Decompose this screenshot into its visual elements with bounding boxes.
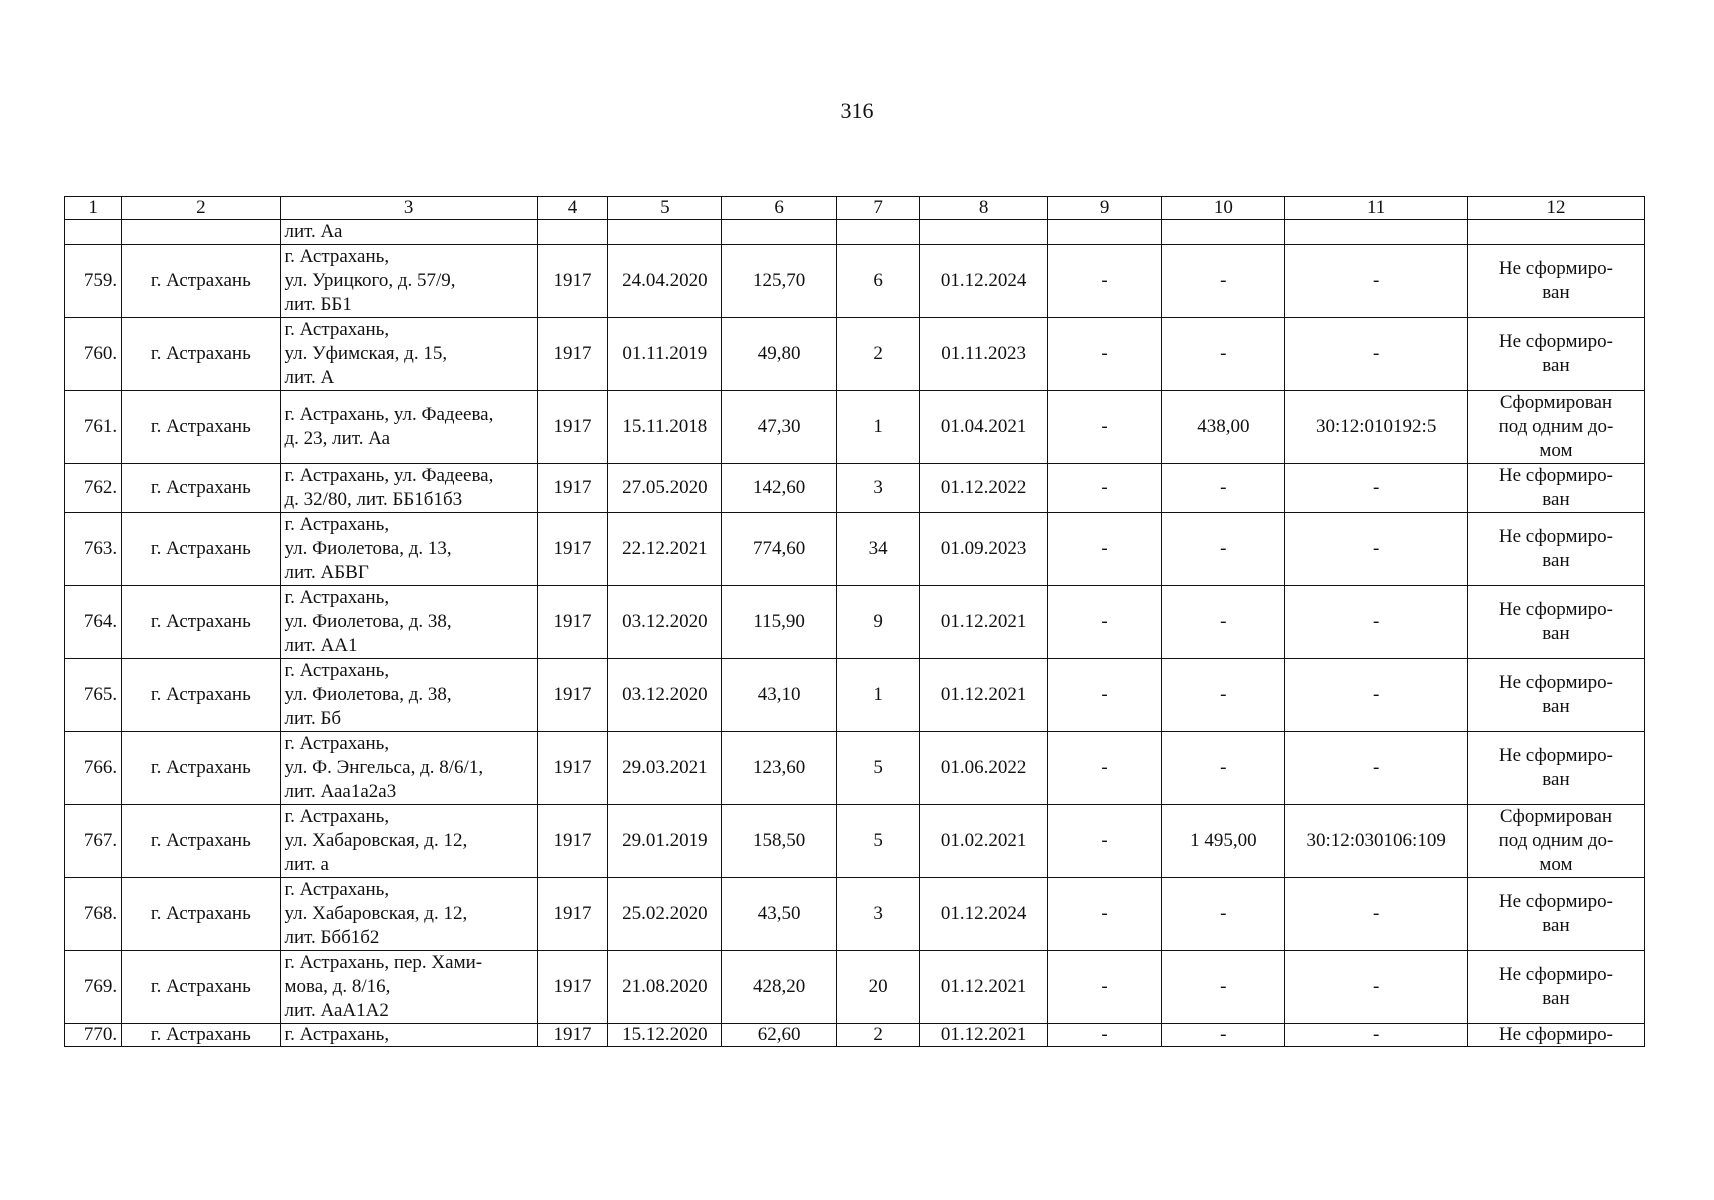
deadline-cell: 01.12.2021	[920, 951, 1048, 1024]
column-9-cell: -	[1047, 464, 1161, 513]
deadline-cell: 01.12.2024	[920, 245, 1048, 318]
city-cell: г. Астрахань	[122, 732, 280, 805]
land-status-cell-line: Не сформиро-	[1498, 258, 1614, 279]
area-cell: 428,20	[722, 951, 836, 1024]
column-10-cell: -	[1162, 245, 1285, 318]
cadastral-number-cell: 30:12:030106:109	[1285, 805, 1468, 878]
column-9-cell: -	[1047, 318, 1161, 391]
city-cell: г. Астрахань	[122, 586, 280, 659]
page-number: 316	[840, 98, 874, 123]
column-header: 9	[1047, 197, 1161, 220]
address-cell-line: лит. а	[284, 854, 329, 875]
date-cell: 01.11.2019	[608, 318, 722, 391]
address-cell	[280, 513, 537, 586]
address-cell	[280, 805, 537, 878]
cadastral-number-cell: -	[1285, 464, 1468, 513]
row-number-cell: 765.	[65, 659, 122, 732]
address-cell-line: г. Астрахань, ул. Фадеева,	[284, 404, 494, 425]
year-cell: 1917	[537, 586, 607, 659]
column-10-cell: -	[1162, 732, 1285, 805]
address-cell: г. Астрахань,	[280, 1024, 537, 1047]
address-cell-line: лит. АА1	[284, 635, 358, 656]
row-number-cell: 760.	[65, 318, 122, 391]
table-row	[65, 391, 1645, 464]
deadline-cell: 01.12.2022	[920, 464, 1048, 513]
row-number-cell: 762.	[65, 464, 122, 513]
land-status-cell	[1467, 464, 1644, 513]
column-header: 2	[122, 197, 280, 220]
column-header: 6	[722, 197, 836, 220]
land-status-cell-line: ван	[1542, 550, 1570, 571]
row-number-cell: 767.	[65, 805, 122, 878]
row-number-cell: 761.	[65, 391, 122, 464]
address-cell-line: ул. Фиолетова, д. 38,	[284, 611, 452, 632]
residents-cell: 3	[836, 878, 920, 951]
land-status-cell-line: Не сформиро-	[1498, 964, 1614, 985]
address-cell-line: лит. АБВГ	[284, 562, 369, 583]
area-cell: 43,10	[722, 659, 836, 732]
cadastral-number-cell: -	[1285, 732, 1468, 805]
residents-cell: 1	[836, 391, 920, 464]
table-row	[65, 245, 1645, 318]
land-status-cell-line: Сформирован	[1499, 806, 1613, 827]
residents-cell: 9	[836, 586, 920, 659]
housing-registry-table	[64, 196, 1645, 1047]
continuation-address-cell: лит. Аа	[280, 220, 537, 245]
residents-cell: 1	[836, 659, 920, 732]
address-cell	[280, 391, 537, 464]
date-cell: 25.02.2020	[608, 878, 722, 951]
address-cell-line: г. Астрахань,	[284, 514, 390, 535]
address-cell	[280, 732, 537, 805]
deadline-cell: 01.12.2024	[920, 878, 1048, 951]
column-9-cell: -	[1047, 586, 1161, 659]
land-status-cell-line: ван	[1542, 988, 1570, 1009]
deadline-cell: 01.09.2023	[920, 513, 1048, 586]
address-cell-line: г. Астрахань,	[284, 806, 390, 827]
column-10-cell: 1 495,00	[1162, 805, 1285, 878]
cadastral-number-cell: -	[1285, 586, 1468, 659]
address-cell-line: ул. Фиолетова, д. 38,	[284, 684, 452, 705]
area-cell: 62,60	[722, 1024, 836, 1047]
table-row	[65, 951, 1645, 1024]
year-cell: 1917	[537, 391, 607, 464]
column-10-cell: -	[1162, 878, 1285, 951]
column-header: 10	[1162, 197, 1285, 220]
land-status-cell-line: под одним до-	[1498, 830, 1614, 851]
address-cell-line: ул. Ф. Энгельса, д. 8/6/1,	[284, 757, 484, 778]
residents-cell: 20	[836, 951, 920, 1024]
table-row	[65, 732, 1645, 805]
deadline-cell: 01.12.2021	[920, 586, 1048, 659]
residents-cell: 5	[836, 732, 920, 805]
address-cell-line: мова, д. 8/16,	[284, 976, 391, 997]
address-cell-line: г. Астрахань, ул. Фадеева,	[284, 465, 494, 486]
deadline-cell: 01.02.2021	[920, 805, 1048, 878]
city-cell: г. Астрахань	[122, 464, 280, 513]
column-10-cell: -	[1162, 513, 1285, 586]
land-status-cell-line: ван	[1542, 489, 1570, 510]
cadastral-number-cell: -	[1285, 659, 1468, 732]
city-cell: г. Астрахань	[122, 513, 280, 586]
residents-cell: 5	[836, 805, 920, 878]
address-cell-line: г. Астрахань, пер. Хами-	[284, 952, 483, 973]
land-status-cell	[1467, 586, 1644, 659]
land-status-cell	[1467, 951, 1644, 1024]
date-cell: 27.05.2020	[608, 464, 722, 513]
table-row	[65, 659, 1645, 732]
year-cell: 1917	[537, 513, 607, 586]
date-cell: 29.03.2021	[608, 732, 722, 805]
table-row	[65, 318, 1645, 391]
land-status-cell	[1467, 878, 1644, 951]
land-status-cell-line: Не сформиро-	[1498, 891, 1614, 912]
date-cell: 22.12.2021	[608, 513, 722, 586]
address-cell-line: г. Астрахань,	[284, 660, 390, 681]
address-cell-line: лит. Ааа1а2а3	[284, 781, 397, 802]
column-10-cell: -	[1162, 659, 1285, 732]
row-number-cell: 766.	[65, 732, 122, 805]
table-row	[65, 1024, 1645, 1047]
column-header: 3	[280, 197, 537, 220]
row-number-cell: 768.	[65, 878, 122, 951]
year-cell: 1917	[537, 245, 607, 318]
cadastral-number-cell: -	[1285, 951, 1468, 1024]
area-cell: 142,60	[722, 464, 836, 513]
column-9-cell: -	[1047, 1024, 1161, 1047]
land-status-cell-line: ван	[1542, 696, 1570, 717]
land-status-cell-line: Не сформиро-	[1498, 331, 1614, 352]
area-cell: 47,30	[722, 391, 836, 464]
cadastral-number-cell: -	[1285, 513, 1468, 586]
column-9-cell: -	[1047, 391, 1161, 464]
column-10-cell: -	[1162, 318, 1285, 391]
land-status-cell-line: под одним до-	[1498, 416, 1614, 437]
cadastral-number-cell: -	[1285, 245, 1468, 318]
year-cell: 1917	[537, 464, 607, 513]
address-cell	[280, 245, 537, 318]
date-cell: 15.12.2020	[608, 1024, 722, 1047]
land-status-cell-line: Не сформиро-	[1498, 745, 1614, 766]
date-cell: 15.11.2018	[608, 391, 722, 464]
land-status-cell-line: Не сформиро-	[1498, 465, 1614, 486]
address-cell-line: ул. Уфимская, д. 15,	[284, 343, 448, 364]
land-status-cell-line: ван	[1542, 355, 1570, 376]
year-cell: 1917	[537, 878, 607, 951]
row-number-cell: 759.	[65, 245, 122, 318]
column-header: 11	[1285, 197, 1468, 220]
column-header: 8	[920, 197, 1048, 220]
address-cell-line: г. Астрахань,	[284, 246, 390, 267]
column-9-cell: -	[1047, 951, 1161, 1024]
column-10-cell: -	[1162, 464, 1285, 513]
column-9-cell: -	[1047, 513, 1161, 586]
area-cell: 774,60	[722, 513, 836, 586]
column-header: 12	[1467, 197, 1644, 220]
year-cell: 1917	[537, 659, 607, 732]
column-9-cell: -	[1047, 659, 1161, 732]
city-cell: г. Астрахань	[122, 805, 280, 878]
deadline-cell: 01.04.2021	[920, 391, 1048, 464]
land-status-cell-line: Сформирован	[1499, 392, 1613, 413]
area-cell: 43,50	[722, 878, 836, 951]
table-row	[65, 513, 1645, 586]
date-cell: 03.12.2020	[608, 586, 722, 659]
cadastral-number-cell: -	[1285, 1024, 1468, 1047]
land-status-cell-line: ван	[1542, 769, 1570, 790]
year-cell: 1917	[537, 951, 607, 1024]
land-status-cell-line: ван	[1542, 282, 1570, 303]
land-status-cell	[1467, 318, 1644, 391]
land-status-cell-line: мом	[1539, 854, 1573, 875]
column-number-header-row	[65, 197, 1645, 220]
deadline-cell: 01.11.2023	[920, 318, 1048, 391]
column-10-cell: -	[1162, 586, 1285, 659]
land-status-cell	[1467, 513, 1644, 586]
land-status-cell-line: ван	[1542, 915, 1570, 936]
land-status-cell-line: Не сформиро-	[1498, 672, 1614, 693]
land-status-cell-line: Не сформиро-	[1498, 526, 1614, 547]
column-10-cell: 438,00	[1162, 391, 1285, 464]
address-cell-line: ул. Хабаровская, д. 12,	[284, 903, 468, 924]
cadastral-number-cell: -	[1285, 318, 1468, 391]
year-cell: 1917	[537, 318, 607, 391]
residents-cell: 2	[836, 1024, 920, 1047]
date-cell: 29.01.2019	[608, 805, 722, 878]
table-row	[65, 805, 1645, 878]
area-cell: 49,80	[722, 318, 836, 391]
city-cell: г. Астрахань	[122, 878, 280, 951]
address-cell	[280, 464, 537, 513]
address-cell-line: г. Астрахань,	[284, 587, 390, 608]
address-cell-line: лит. А	[284, 367, 335, 388]
land-status-cell	[1467, 732, 1644, 805]
city-cell: г. Астрахань	[122, 391, 280, 464]
residents-cell: 34	[836, 513, 920, 586]
date-cell: 21.08.2020	[608, 951, 722, 1024]
cadastral-number-cell: -	[1285, 878, 1468, 951]
address-cell-line: лит. Ббб1б2	[284, 927, 380, 948]
land-status-cell	[1467, 391, 1644, 464]
year-cell: 1917	[537, 805, 607, 878]
column-9-cell: -	[1047, 805, 1161, 878]
column-9-cell: -	[1047, 245, 1161, 318]
city-cell: г. Астрахань	[122, 951, 280, 1024]
address-cell	[280, 951, 537, 1024]
table-row	[65, 878, 1645, 951]
land-status-cell-line: ван	[1542, 623, 1570, 644]
city-cell: г. Астрахань	[122, 245, 280, 318]
city-cell: г. Астрахань	[122, 318, 280, 391]
column-header: 7	[836, 197, 920, 220]
column-10-cell: -	[1162, 1024, 1285, 1047]
land-status-cell	[1467, 805, 1644, 878]
address-cell-line: д. 23, лит. Аа	[284, 428, 391, 449]
residents-cell: 3	[836, 464, 920, 513]
land-status-cell: Не сформиро-	[1467, 1024, 1644, 1047]
table-row	[65, 586, 1645, 659]
address-cell-line: лит. Бб	[284, 708, 342, 729]
address-cell	[280, 318, 537, 391]
row-number-cell: 770.	[65, 1024, 122, 1047]
deadline-cell: 01.12.2021	[920, 1024, 1048, 1047]
address-cell	[280, 586, 537, 659]
land-status-cell	[1467, 659, 1644, 732]
continuation-row	[65, 220, 1645, 245]
residents-cell: 2	[836, 318, 920, 391]
column-10-cell: -	[1162, 951, 1285, 1024]
address-cell-line: лит. АаА1А2	[284, 1000, 389, 1021]
address-cell-line: г. Астрахань,	[284, 733, 390, 754]
address-cell	[280, 878, 537, 951]
address-cell-line: ул. Хабаровская, д. 12,	[284, 830, 468, 851]
area-cell: 125,70	[722, 245, 836, 318]
year-cell: 1917	[537, 732, 607, 805]
area-cell: 115,90	[722, 586, 836, 659]
area-cell: 123,60	[722, 732, 836, 805]
column-9-cell: -	[1047, 878, 1161, 951]
row-number-cell: 763.	[65, 513, 122, 586]
deadline-cell: 01.12.2021	[920, 659, 1048, 732]
land-status-cell	[1467, 245, 1644, 318]
row-number-cell: 769.	[65, 951, 122, 1024]
year-cell: 1917	[537, 1024, 607, 1047]
city-cell: г. Астрахань	[122, 1024, 280, 1047]
address-cell	[280, 659, 537, 732]
date-cell: 24.04.2020	[608, 245, 722, 318]
land-status-cell-line: Не сформиро-	[1498, 599, 1614, 620]
address-cell-line: д. 32/80, лит. ББ1б1б3	[284, 489, 463, 510]
column-header: 1	[65, 197, 122, 220]
column-header: 5	[608, 197, 722, 220]
table-row	[65, 464, 1645, 513]
land-status-cell-line: мом	[1539, 440, 1573, 461]
city-cell: г. Астрахань	[122, 659, 280, 732]
address-cell-line: г. Астрахань,	[284, 879, 390, 900]
area-cell: 158,50	[722, 805, 836, 878]
address-cell-line: ул. Фиолетова, д. 13,	[284, 538, 452, 559]
address-cell-line: ул. Урицкого, д. 57/9,	[284, 270, 456, 291]
address-cell-line: лит. ББ1	[284, 294, 352, 315]
column-9-cell: -	[1047, 732, 1161, 805]
column-header: 4	[537, 197, 607, 220]
row-number-cell: 764.	[65, 586, 122, 659]
cadastral-number-cell: 30:12:010192:5	[1285, 391, 1468, 464]
residents-cell: 6	[836, 245, 920, 318]
date-cell: 03.12.2020	[608, 659, 722, 732]
address-cell-line: г. Астрахань,	[284, 319, 390, 340]
deadline-cell: 01.06.2022	[920, 732, 1048, 805]
